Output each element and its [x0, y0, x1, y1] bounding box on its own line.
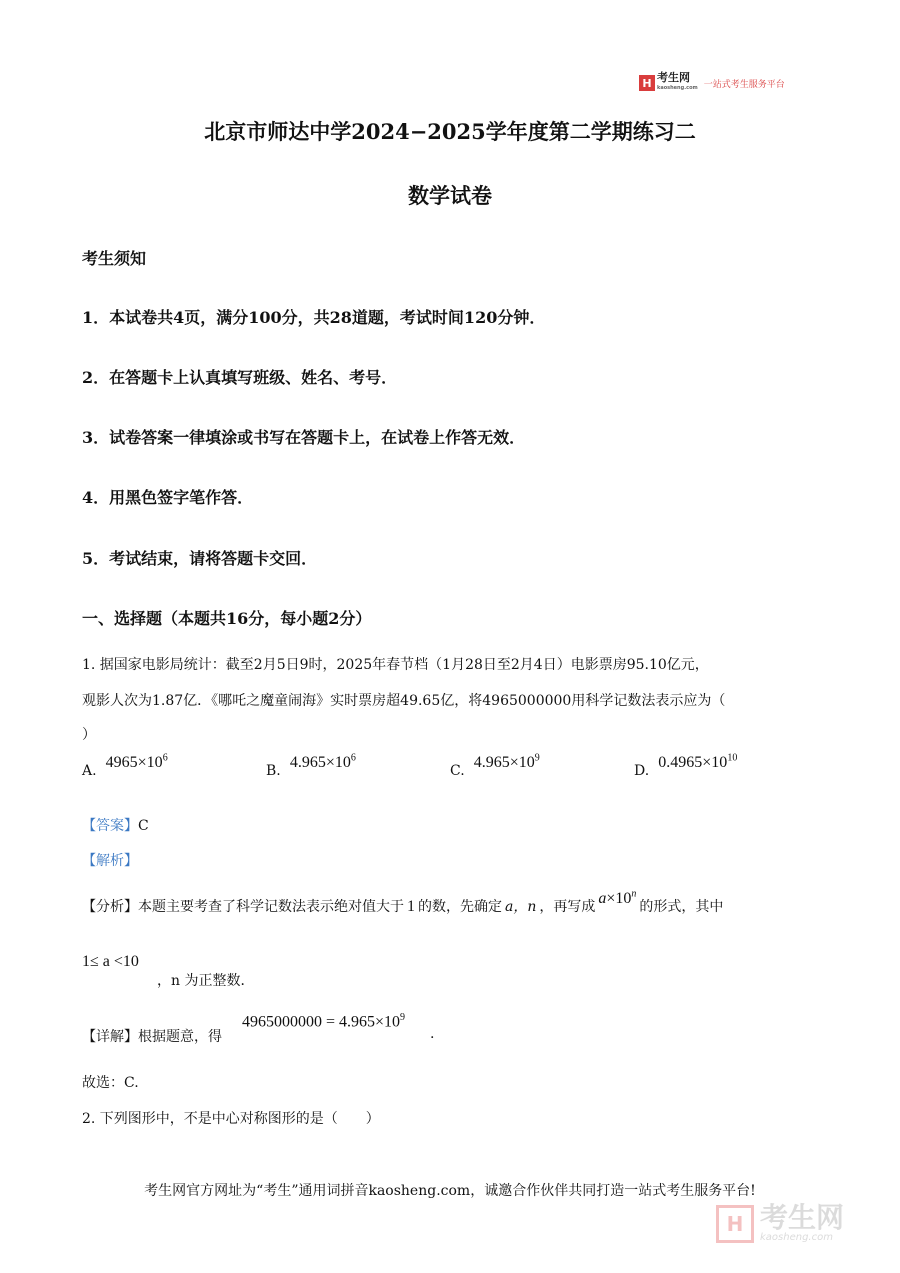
watermark-name: 考生网 — [760, 1201, 845, 1234]
watermark-url: kaosheng.com — [760, 1232, 833, 1243]
notice-item: 1．本试卷共4页，满分100分，共28道题，考试时间120分钟． — [82, 308, 546, 327]
question-1-line2: 观影人次为1.87亿．《哪吒之魔童闹海》实时票房超49.65亿，将4965000000用科学记数法表示应为（ — [82, 693, 726, 709]
range-formula: 1≤ a <10 — [82, 953, 139, 970]
detail-end: . — [430, 1026, 435, 1042]
answer-tag: 【答案】 — [82, 818, 138, 834]
choose-answer: 故选：C. — [82, 1075, 139, 1091]
footer-text: 考生网官方网址为“考生”通用词拼音kaosheng.com，诚邀合作伙伴共同打造一站式考生服务平台! — [144, 1183, 756, 1199]
kaosheng-logo-icon: H — [639, 75, 655, 91]
analysis-tag: 【解析】 — [82, 853, 138, 869]
question-2: 2. 下列图形中，不是中心对称图形的是（ ） — [82, 1111, 380, 1127]
answer — [82, 815, 149, 835]
notice-item: 4．用黑色签字笔作答． — [82, 488, 254, 507]
watermark-logo-icon: H — [716, 1205, 754, 1243]
section-heading: 一、选择题（本题共16分，每小题2分） — [82, 609, 372, 628]
range-text: ，n 为正整数． — [157, 973, 255, 989]
option-b: B. $4.965\times 10^6$ — [266, 752, 356, 779]
notice-item: 3．试卷答案一律填涂或书写在答题卡上，在试卷上作答无效． — [82, 428, 526, 447]
answer-value: C — [138, 818, 149, 834]
page-title: 北京市师达中学2024−2025学年度第二学期练习二 — [204, 119, 696, 144]
question-1-line3: ） — [82, 727, 96, 743]
detail-equation: $4965000000 = 4.965\times 10^9$ — [242, 1012, 406, 1031]
logo-slogan: 一站式考生服务平台 — [703, 79, 785, 90]
question-1-line1: 1. 据国家电影局统计：截至2月5日9时，2025年春节档（1月28日至2月4日）电影票房95.10亿元， — [82, 657, 709, 673]
notice-item: 2．在答题卡上认真填写班级、姓名、考号． — [82, 368, 398, 387]
option-d: D. $0.4965\times 10^{10}$ — [634, 752, 738, 779]
notice-heading: 考生须知 — [82, 249, 147, 268]
option-a: A. $4965\times 10^6$ — [82, 752, 168, 779]
detail-paragraph: 【详解】根据题意，得 — [82, 1029, 222, 1045]
logo-name: 考生网 — [657, 71, 690, 84]
option-c: C. $4.965\times 10^9$ — [450, 752, 540, 779]
page-subtitle: 数学试卷 — [408, 183, 492, 208]
logo-url: kaosheng.com — [657, 85, 698, 91]
analysis-paragraph: 【分析】本题主要考查了科学记数法表示绝对值大于 1 的数，先确定 a，n ，再写成 $a\times 10^n$的形式，其中 — [82, 888, 724, 915]
notice-item: 5．考试结束，请将答题卡交回． — [82, 549, 318, 568]
watermark — [716, 1201, 845, 1243]
header-logo — [639, 72, 785, 94]
